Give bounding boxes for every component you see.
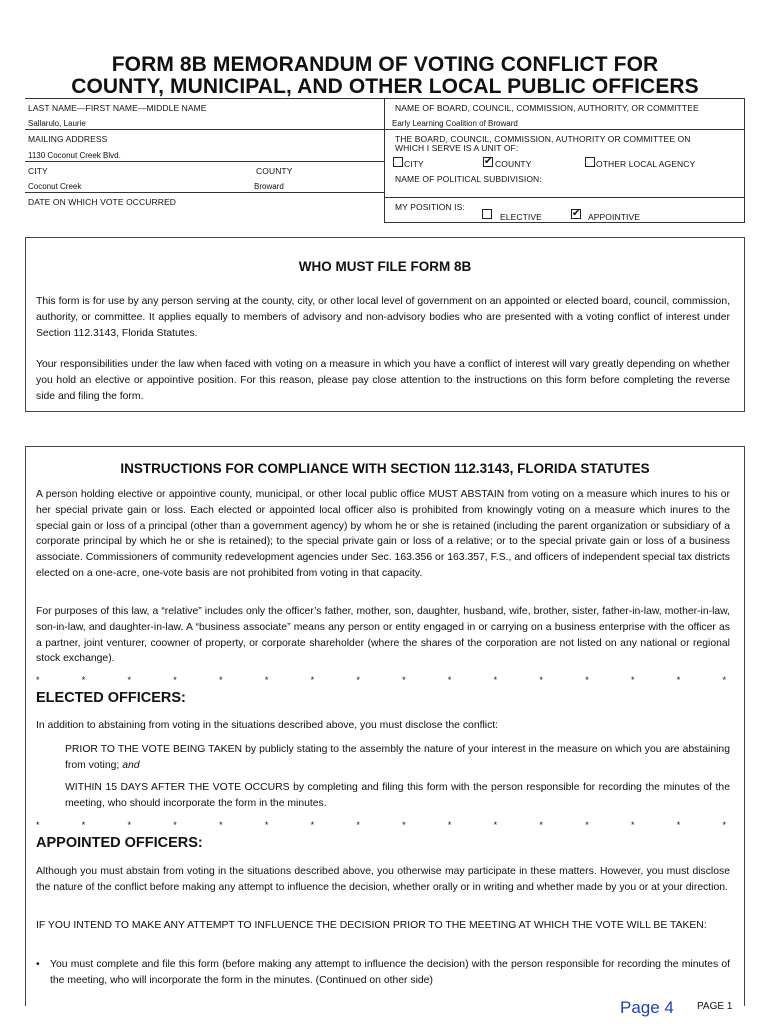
separator-stars-2: * * * * * * * * * * * * * * * * <box>36 820 726 830</box>
board-label: NAME OF BOARD, COUNCIL, COMMISSION, AUTHORITY, OR COMMITTEE <box>395 103 699 113</box>
mailing-label: MAILING ADDRESS <box>28 134 108 144</box>
county-value[interactable]: Broward <box>254 182 284 191</box>
name-value[interactable]: Sallarulo, Laurie <box>28 119 86 128</box>
page-number: PAGE 1 <box>697 1001 733 1012</box>
board-value[interactable]: Early Learning Coalition of Broward <box>392 119 518 128</box>
appointed-officers-heading: APPOINTED OFFICERS: <box>36 835 203 851</box>
unit-label-2: WHICH I SERVE IS A UNIT OF: <box>395 143 519 153</box>
instructions-paragraph-2: For purposes of this law, a “relative” includes only the officer’s father, mother, son, daughter, husband, wife, brother, sister, father-in-law, mother-in-law, son-in-law, and daughter-in-law. A “business associate” means any person or entity engaged in or carrying on a business enterprise with the officer as a partner, joint venturer, coowner of property, or corporate shareholder (where the shares of the corporation are not listed on any national or regional stock exchange). <box>36 606 730 665</box>
separator-stars-1: * * * * * * * * * * * * * * * * <box>36 675 726 685</box>
appointed-paragraph-1: Although you must abstain from voting in the situations described above, you otherwise may participate in these matters. However, you must disclose the nature of the conflict before making any attempt to influence the decision, whether orally or in writing and whether made by you or at your direction. <box>36 866 730 893</box>
appointive-checkbox[interactable] <box>571 209 581 219</box>
check-mark-icon: ✔ <box>572 208 581 219</box>
page-link[interactable]: Page 4 <box>620 998 674 1017</box>
instructions-paragraph-1: A person holding elective or appointive county, municipal, or other local public office MUST ABSTAIN from voting on a measure which inures to his or her special private gain or loss. Each elected or appointed local officer also is prohibited from knowingly voting on a measure which inures to the special gain or loss of a principal (other than a government agency) by whom he or she is retained (including the parent organization or subsidiary of a corporate principal by which he or she is retained); to the special private gain or loss of a relative; or to the special private gain or loss of a business associate. Commissioners of community redevelopment agencies under Sec. 163.356 or 163.357, F.S., and officers of independent special tax districts elected on a one-acre, one-vote basis are not prohibited from voting in that capacity. <box>36 489 730 579</box>
other-agency-option-label: OTHER LOCAL AGENCY <box>596 159 696 169</box>
form-title-line1: FORM 8B MEMORANDUM OF VOTING CONFLICT FOR <box>111 53 659 76</box>
name-label: LAST NAME—FIRST NAME—MIDDLE NAME <box>28 103 207 113</box>
form-title-line2: COUNTY, MUNICIPAL, AND OTHER LOCAL PUBLIC OFFICERS <box>71 75 699 98</box>
elective-option-label: ELECTIVE <box>500 212 542 222</box>
elected-item-a: PRIOR TO THE VOTE BEING TAKEN by publicly stating to the assembly the nature of your interest in the measure on which you are abstaining from voting; and <box>65 744 730 771</box>
elected-intro: In addition to abstaining from voting in the situations described above, you must disclose the conflict: <box>36 720 499 731</box>
mailing-value[interactable]: 1130 Coconut Creek Blvd. <box>28 151 121 160</box>
city-checkbox[interactable] <box>393 157 403 167</box>
who-paragraph-2: Your responsibilities under the law when faced with voting on a measure in which you have a conflict of interest will vary greatly depending on whether you hold an elective or appointive position. For this reason, please pay close attention to the instructions on this form before completing the reverse side and filing the form. <box>36 359 730 402</box>
county-label: COUNTY <box>256 166 293 176</box>
county-option-label: COUNTY <box>495 159 532 169</box>
appointive-option-label: APPOINTIVE <box>588 212 641 222</box>
other-agency-checkbox[interactable] <box>585 157 595 167</box>
unit-label-1: THE BOARD, COUNCIL, COMMISSION, AUTHORITY OR COMMITTEE ON <box>395 134 691 144</box>
appointed-paragraph-2: IF YOU INTEND TO MAKE ANY ATTEMPT TO INFLUENCE THE DECISION PRIOR TO THE MEETING AT WHICH THE VOTE WILL BE TAKEN: <box>36 920 707 931</box>
instructions-heading: INSTRUCTIONS FOR COMPLIANCE WITH SECTION 112.3143, FLORIDA STATUTES <box>120 461 650 476</box>
check-mark-icon: ✔ <box>484 156 493 167</box>
county-checkbox[interactable] <box>483 157 493 167</box>
elective-checkbox[interactable] <box>482 209 492 219</box>
who-paragraph-1: This form is for use by any person serving at the county, city, or other local level of government on an appointed or elected board, council, commission, authority, or committee. It applies equally to members of advisory and non-advisory bodies who are presented with a voting conflict of interest under Section 112.3143, Florida Statutes. <box>36 296 730 339</box>
subdivision-label: NAME OF POLITICAL SUBDIVISION: <box>395 174 542 184</box>
date-label: DATE ON WHICH VOTE OCCURRED <box>28 197 176 207</box>
city-value[interactable]: Coconut Creek <box>28 182 82 191</box>
appointed-bullet-text: You must complete and file this form (before making any attempt to influence the decision) with the person responsible for recording the minutes of the meeting, who will incorporate the form in the minutes. (Continued on other side) <box>50 959 730 986</box>
position-label: MY POSITION IS: <box>395 202 465 212</box>
elected-officers-heading: ELECTED OFFICERS: <box>36 690 186 706</box>
city-label: CITY <box>28 166 48 176</box>
who-must-file-heading: WHO MUST FILE FORM 8B <box>298 259 472 274</box>
bullet-icon: • <box>36 959 40 970</box>
elected-item-b: WITHIN 15 DAYS AFTER THE VOTE OCCURS by completing and filing this form with the person responsible for recording the minutes of the meeting, who should incorporate the form in the minutes. <box>65 782 730 809</box>
city-option-label: CITY <box>404 159 424 169</box>
